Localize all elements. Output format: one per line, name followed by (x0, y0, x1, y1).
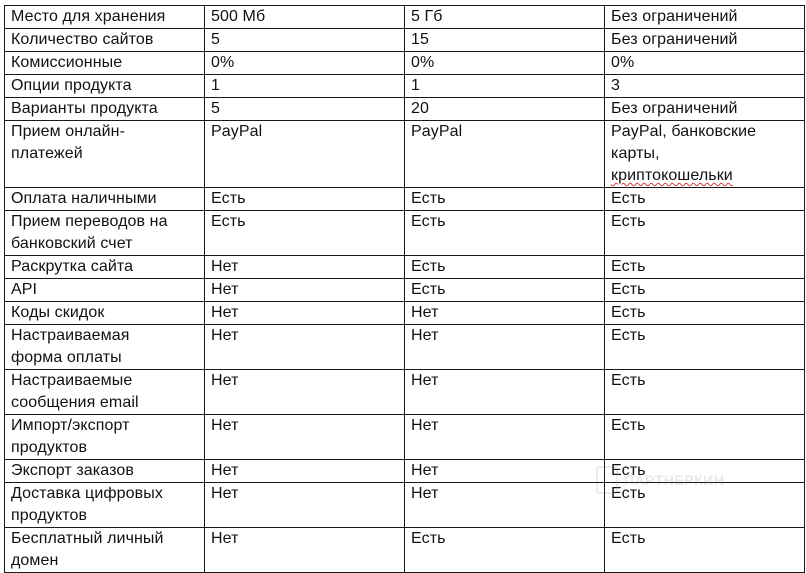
plan-2-cell: Нет (405, 483, 605, 528)
table-row (5, 483, 805, 528)
plan-3-cell (605, 121, 805, 188)
feature-cell: Настраиваемая форма оплаты (5, 325, 205, 370)
plan-3-cell: Есть (605, 211, 805, 256)
table-row (5, 460, 805, 483)
plan-3-cell: Есть (605, 370, 805, 415)
plan-1-cell: Есть (205, 211, 405, 256)
plan-2-cell: 0% (405, 52, 605, 75)
payment-line: криптокошельки (611, 167, 733, 184)
plan-3-cell: Без ограничений (605, 98, 805, 121)
table-row (5, 75, 805, 98)
feature-cell: Количество сайтов (5, 29, 205, 52)
table-row (5, 302, 805, 325)
plan-3-cell: 3 (605, 75, 805, 98)
plan-3-cell: Есть (605, 279, 805, 302)
plan-1-cell: Нет (205, 370, 405, 415)
feature-cell: Варианты продукта (5, 98, 205, 121)
plan-1-cell: Нет (205, 528, 405, 573)
plan-3-cell: Есть (605, 256, 805, 279)
plan-1-cell: 500 Мб (205, 6, 405, 29)
table-row (5, 279, 805, 302)
plan-3-cell: Есть (605, 483, 805, 528)
payment-line: карты, (611, 145, 660, 162)
feature-cell: Место для хранения (5, 6, 205, 29)
plan-3-cell: Есть (605, 188, 805, 211)
plan-2-cell: Есть (405, 528, 605, 573)
plan-3-cell: Есть (605, 325, 805, 370)
plan-2-cell: Нет (405, 460, 605, 483)
table-row (5, 415, 805, 460)
plan-1-cell: Нет (205, 415, 405, 460)
feature-cell: Опции продукта (5, 75, 205, 98)
plan-1-cell: 5 (205, 98, 405, 121)
plan-2-cell: Нет (405, 370, 605, 415)
pricing-comparison-table (4, 5, 805, 573)
plan-3-cell: Без ограничений (605, 29, 805, 52)
feature-cell: Импорт/экспорт продуктов (5, 415, 205, 460)
feature-cell: API (5, 279, 205, 302)
plan-3-cell: Есть (605, 528, 805, 573)
table-row (5, 121, 805, 188)
plan-3-cell: 0% (605, 52, 805, 75)
plan-2-cell: 15 (405, 29, 605, 52)
feature-cell: Раскрутка сайта (5, 256, 205, 279)
plan-1-cell: Есть (205, 188, 405, 211)
plan-2-cell: Есть (405, 211, 605, 256)
feature-cell: Оплата наличными (5, 188, 205, 211)
plan-1-cell: Нет (205, 483, 405, 528)
plan-1-cell: Нет (205, 325, 405, 370)
plan-2-cell: 20 (405, 98, 605, 121)
plan-1-cell: 0% (205, 52, 405, 75)
plan-2-cell: Есть (405, 256, 605, 279)
table-row (5, 370, 805, 415)
payment-line: PayPal, банковские (611, 123, 757, 140)
plan-1-cell: Нет (205, 256, 405, 279)
feature-cell: Бесплатный личный домен (5, 528, 205, 573)
table-row (5, 325, 805, 370)
table-row (5, 52, 805, 75)
plan-2-cell: Нет (405, 325, 605, 370)
watermark-text: ПАРТНЕРКИН (624, 472, 725, 488)
table-row (5, 211, 805, 256)
plan-3-cell: Есть (605, 302, 805, 325)
plan-1-cell: 1 (205, 75, 405, 98)
plan-1-cell: Нет (205, 279, 405, 302)
plan-2-cell: Нет (405, 415, 605, 460)
table-row (5, 256, 805, 279)
plan-2-cell: 1 (405, 75, 605, 98)
feature-cell: Экспорт заказов (5, 460, 205, 483)
feature-cell: Коды скидок (5, 302, 205, 325)
plan-2-cell: Есть (405, 279, 605, 302)
table-row (5, 6, 805, 29)
feature-cell: Комиссионные (5, 52, 205, 75)
plan-3-cell: Есть (605, 415, 805, 460)
plan-1-cell: Нет (205, 302, 405, 325)
table-row (5, 528, 805, 573)
plan-2-cell: 5 Гб (405, 6, 605, 29)
table-row (5, 188, 805, 211)
plan-3-cell: Без ограничений (605, 6, 805, 29)
plan-1-cell: PayPal (205, 121, 405, 188)
feature-cell: Доставка цифровых продуктов (5, 483, 205, 528)
plan-2-cell: Есть (405, 188, 605, 211)
plan-2-cell: PayPal (405, 121, 605, 188)
plan-3-cell: Есть (605, 460, 805, 483)
plan-1-cell: Нет (205, 460, 405, 483)
table-row (5, 98, 805, 121)
table-row (5, 29, 805, 52)
plan-2-cell: Нет (405, 302, 605, 325)
feature-cell: Прием онлайн-платежей (5, 121, 205, 188)
feature-cell: Прием переводов на банковский счет (5, 211, 205, 256)
feature-cell: Настраиваемые сообщения email (5, 370, 205, 415)
plan-1-cell: 5 (205, 29, 405, 52)
